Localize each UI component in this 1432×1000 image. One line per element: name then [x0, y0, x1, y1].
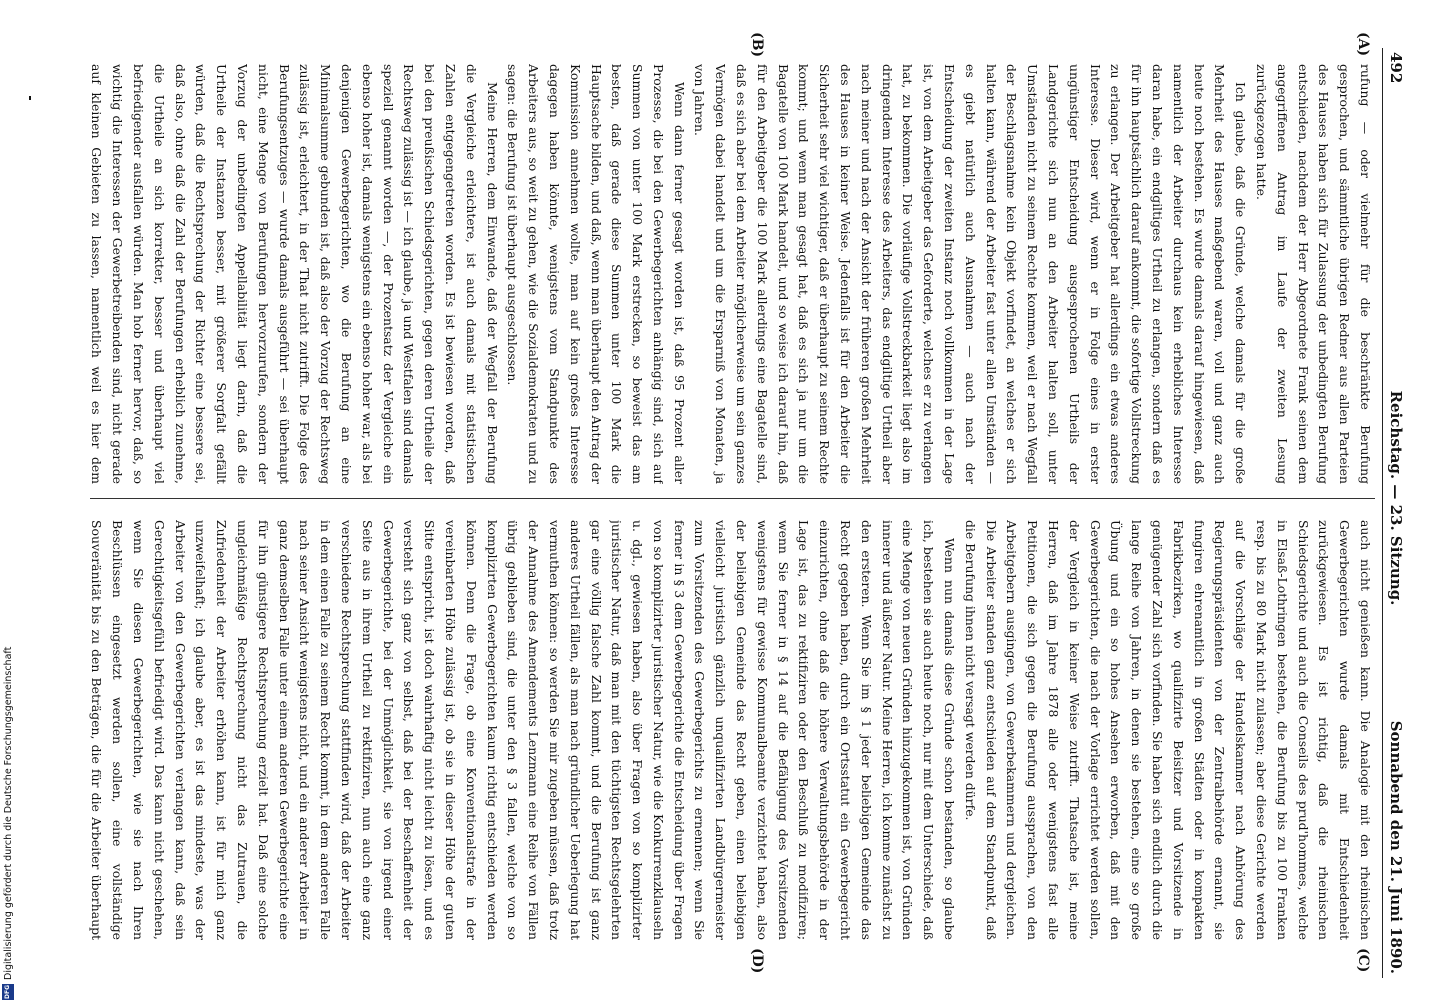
paragraph: auch nicht genießen kann. Die Analogie mit den rheinischen Gewerbegerichten wurde damals mit Entschiedenheit zurückgewiesen. Es ist richtig, daß die rheinischen Schiedsgerichte und auch die Conseils des prud'hommes, welche in Elsaß-Lothringen bestehen, die Berufung bis zu 100 Franken resp. bis zu 80 Mark nicht zulassen; aber diese Gerichte werden auf die Vorschläge der Handelskammer nach Anhörung des Regierungspräsidenten von der Zentralbehörde ernannt, sie fungiren ehrenamtlich in großen Städten oder in kompakten Fabrikbezirken, wo qualifizirte Beisitzer und Vorsitzende in genügender Zahl sich vorfinden. Sie haben sich endlich durch die lange Reihe von Jahren, in denen sie bestehen, eine so große Übung und ein so hohes Ansehen erworben, daß mit den Gewerbegerichten, die nach der Vorlage errichtet werden sollen, der Vergleich in keiner Weise zutrifft. Thatsache ist, meine Herren, daß im Jahre 1878 alle oder wenigstens fast alle Petitionen, die sich gegen die Berufung aussprachen, von den Arbeitgebern ausgingen, von Gewerbekammern und dergleichen. Die Arbeiter standen ganz entschieden auf dem Standpunkt, daß die Berufung ihnen nicht versagt werden dürfe.: [962, 520, 1373, 940]
paragraph: rufung — oder vielmehr für die beschränkte Berufung gesprochen, und sämmtliche übrigen Redner aus allen Parteien des Hauses haben sich für Zulassung der unbedingten Berufung entschieden, nachdem der Herr Abgeordnete Frank seinen dem angegriffenen Antrag im Laufe der zweiten Lesung zurückgezogen hatte.: [1254, 64, 1373, 484]
page-number: 492: [1387, 52, 1405, 84]
margin-marker-d: (D): [749, 948, 765, 974]
paragraph: Wenn nun damals diese Gründe schon bestanden, so glaube ich, bestehen sie auch heute noch, nur mit dem Unterschiede, daß eine Menge von neuen Gründen hinzugekommen ist, von Gründen innerer und äußerer Natur. Meine Herren, ich komme zunächst zu den ersteren. Wenn Sie im § 1 jeder beliebigen Gemeinde das Recht gegeben haben, durch ein Ortsstatut ein Gewerbegericht einzurichten, ohne daß die höhere Verwaltungsbehörde in der Lage ist, das zu rektifiziren oder den Beschluß zu modifiziren; wenn Sie ferner in § 14 auf die Befähigung des Vorsitzenden wenigstens für gewisse Kommunalbeamte verzichtet haben, also der beliebigen Gemeinde das Recht geben, einen beliebigen vielleicht juristisch gänzlich unqualifizirten Landbürgermeister zum Vorsitzenden des Gewerbegerichts zu ernennen; wenn Sie ferner in § 3 dem Gewerbegerichte die Entscheidung über Fragen von so komplizirter juristischer Natur, wie die Konkurrenzklauseln u. dgl., gewiesen haben, also über Fragen von so komplizirter juristischer Natur, daß man mit den tüchtigsten Rechtsgelehrten gar eine völlig falsche Zahl kommt, und die Berufung ist ganz anderes Urtheil fällen, als man nach gründlicher Ueberlegung hat vermuthen können: so werden Sie mir zugeben müssen, daß trotz der Annahme des Amendements Lenzmann eine Reihe von Fällen übrig geblieben sind, die unter den § 3 fallen, welche von so komplizirten Gewerbegerichten kaum richtig entschieden werden können. Denn die Frage, ob eine Konventionalstrafe in der vereinbarten Höhe zulässig ist, ob sie in dieser Höhe der guten Sitte entspricht, ist doch wahrhaftig nicht leicht zu lösen, und es versteht sich ganz von selbst, daß bei der Beschaffenheit der Gewerbegerichte, bei der Unmöglichkeit, sie von irgend einer Seite aus in ihrem Urtheil zu rektifiziren, nun auch eine ganz verschiedene Rechtsprechung stattfinden wird, daß der Arbeiter in dem einen Falle zu seinem Recht kommt, in dem anderen Falle nach seiner Ansicht wenigstens nicht, und ein anderer Arbeiter in ganz demselben Falle unter einem anderen Gewerbegerichte eine für ihn günstigere Rechtsprechung erzielt hat. Daß eine solche ungleichmäßige Rechtsprechung nicht das Zutrauen, die Zufriedenheit der Arbeiter erhöhen kann, ist für mich ganz unzweifelhaft; ich glaube aber, es ist das mindeste, was der Arbeiter von den Gewerbegerichten verlangen kann, daß sein Gerechtigkeitsgefühl befriedigt wird. Das kann nicht geschehen, wenn Sie diesen Gewerbegerichten, wie sie nach Ihren Beschlüssen eingesetzt werden sollen, eine vollständige Souveränität bis zu den Beträgen, die für die Arbeiter überhaupt: [89, 520, 958, 940]
paragraph: Meine Herren, dem Einwande, daß der Wegfall der Berufung die Vergleiche erleichtere, ist auch damals mit statistischen Zahlen entgegengetreten worden. Es ist bewiesen worden, daß bei den preußischen Schiedsgerichten, gegen deren Urtheile der Rechtsweg zulässig ist — ich glaube, ja und Westfalen sind damals speziell genannt worden —, der Prozentsatz der Vergleiche ein ebenso hoher ist, damals wenigstens ein ebenso hoher war, als bei denjenigen Gewerbegerichten, wo die Berufung an eine Minimalsumme gebunden ist, daß also der Vorzug der Rechtsweg zulässig ist, erleichtert, in der That nicht zutrifft. Die Folge des Berufungsentzuges — wurde damals ausgeführt — sei überhaupt nicht, eine Menge von Berufungen hervorzurufen, sondern der Vorzug der unbedingten Appellabilität liegt darin, daß die Urtheile der Instanzen besser, mit größerer Sorgfalt gefällt würden, daß die Rechtsprechung der Richter eine bessere sei, daß also, ohne daß die Zahl der Berufungen erheblich zunehme, die Urtheile an sich korrekter, besser und überhaupt viel befriedigender ausfallen würden. Man hob ferner hervor, daß, so wichtig die Interessen der Gewerbetreibenden sind, nicht gerade auf kleinen Gebieten zu lassen, namentlich weil es hier dem: [89, 64, 500, 484]
margin-marker-a: (A): [1355, 32, 1371, 57]
running-title: Reichstag. — 23. Sitzung.: [1387, 390, 1405, 606]
header-rule: [1382, 48, 1383, 978]
page-header: [1381, 8, 1405, 988]
scan-mark: [29, 96, 31, 100]
funding-note: Digitalisierung gefördert durch die Deutsche Forschungsgemeinschaft: [3, 646, 14, 980]
session-date: Sonnabend den 21. Juni 1890.: [1387, 720, 1405, 974]
margin-marker-c: (C): [1355, 948, 1371, 973]
right-text-column: [85, 520, 1375, 940]
rotated-page-content: [75, 8, 1405, 988]
column-divider: [90, 498, 1375, 499]
digitization-footer: [0, 0, 18, 1000]
margin-marker-b: (B): [749, 32, 765, 58]
left-text-column: [85, 64, 1375, 484]
paragraph: Ich glaube, daß die Gründe, welche damals für die große Mehrheit des Hauses maßgebend waren, voll und ganz auch heute noch bestehen. Es wurde damals darauf hingewiesen, daß namentlich der Arbeiter durchaus kein erhebliches Interesse daran habe, ein endgiltiges Urtheil zu erlangen, sondern daß es für ihn hauptsächlich darauf ankommt, die sofortige Vollstreckung zu erlangen. Der Arbeitgeber hat allerdings ein etwas anderes Interesse. Dieser wird, wenn er in Folge eines in erster ungünstiger Entscheidung ausgesprochenen Urtheils der Landgerichte sich nun an den Arbeiter halten soll, unter Umständen nicht zu seinem Rechte kommen, weil er nach Wegfall der Beschlagsnahme kein Objekt vorfindet, an welches er sich halten kann, während der Arbeiter fast unter allen Umständen — es giebt natürlich auch Ausnahmen — auch nach der Entscheidung der zweiten Instanz noch vollkommen in der Lage ist, von dem Arbeitgeber das Geforderte, welches er zu verlangen hat, zu bekommen. Die vorläufige Vollstreckbarkeit liegt also im dringendem Interesse des Arbeiters, das endgiltige Urtheil aber nach meiner und nach der Ansicht der früheren großen Mehrheit des Hauses in keiner Weise. Jedenfalls ist für den Arbeiter die Sicherheit sehr viel wichtiger, daß er überhaupt zu seinem Rechte kommt; und wenn man gesagt hat, daß es sich ja nur um die Bagatelle von 100 Mark handelt, und so weise ich darauf hin, daß für den Arbeitgeber die 100 Mark allerdings eine Bagatelle sind, daß es sich aber bei dem Arbeiter möglicherweise um sein ganzes Vermögen dabei handelt und um die Ersparniß von Monaten, ja von Jahren.: [692, 64, 1249, 484]
paragraph: Wenn dann ferner gesagt worden ist, daß 95 Prozent aller Prozesse, die bei den Gewerbegerichten anhängig sind, sich auf Summen von unter 100 Mark erstrecken, so beweist das am besten, daß gerade diese Summen unter 100 Mark die Hauptsache bilden, und daß, wenn man überhaupt den Antrag der Kommission annehmen wollte, man auf kein großes Interesse dagegen haben könnte, wenigstens vom Standpunkte des Arbeiters aus, so weit zu gehen, wie die Sozialdemokraten und zu sagen: die Berufung ist überhaupt ausgeschlossen.: [505, 64, 687, 484]
dfg-logo-icon: DFG: [2, 984, 14, 1000]
